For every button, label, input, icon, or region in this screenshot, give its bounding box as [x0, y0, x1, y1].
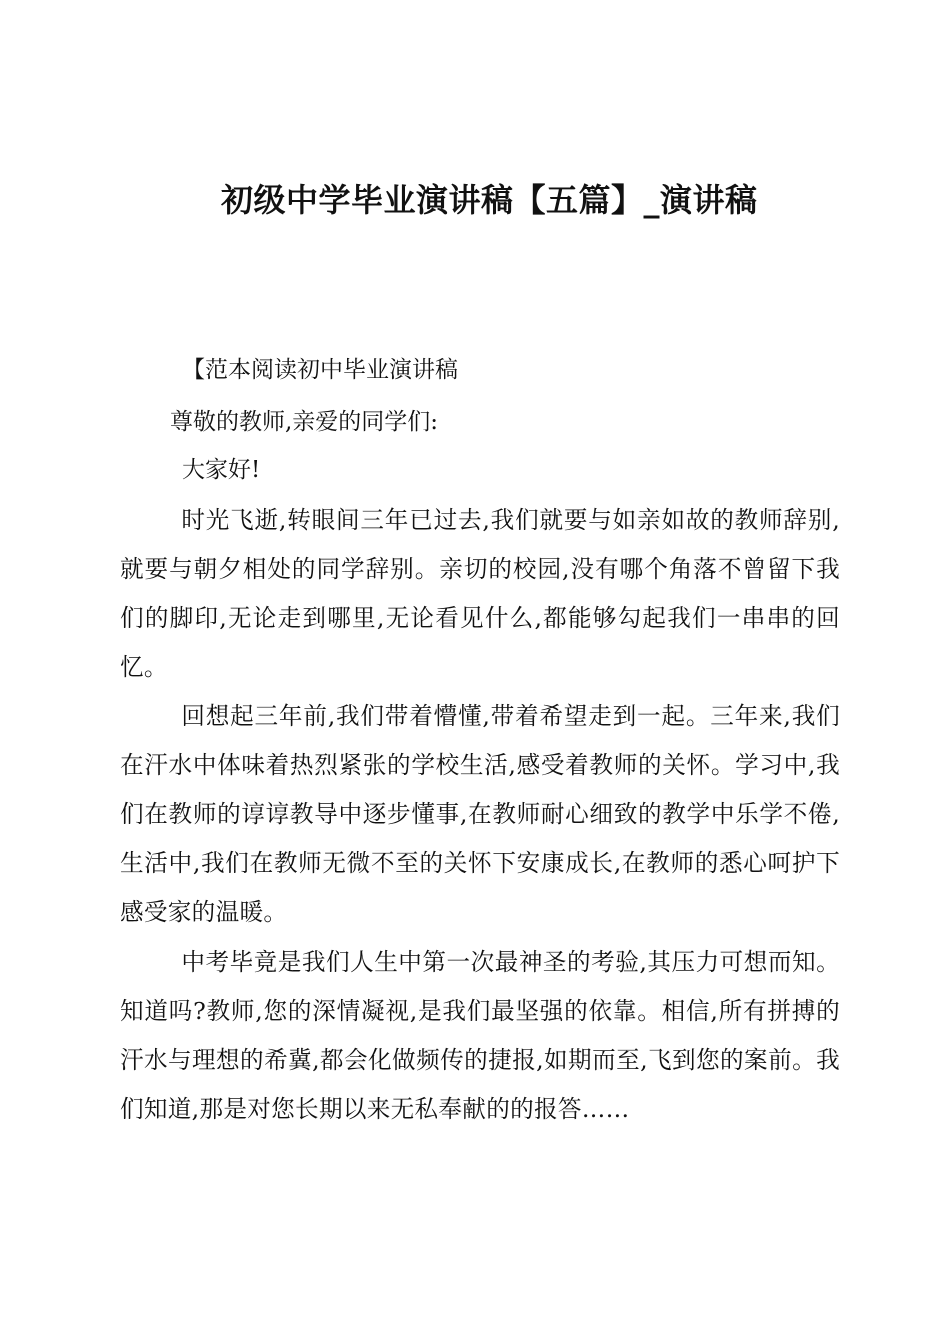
paragraph-2: 回想起三年前,我们带着懵懂,带着希望走到一起。三年来,我们在汗水中体味着热烈紧张的学校生活,感受着教师的关怀。学习中,我们在教师的谆谆教导中逐步懂事,在教师耐心细致的教学中乐学不倦,生活中,我们在教师无微不至的关怀下安康成长,在教师的悉心呵护下感受家的温暖。 — [120, 702, 840, 926]
document-title: 初级中学毕业演讲稿【五篇】_演讲稿 — [221, 181, 758, 219]
intro-line: 【范本阅读初中毕业演讲稿 — [182, 357, 458, 383]
paragraph-1: 时光飞逝,转眼间三年已过去,我们就要与如亲如故的教师辞别,就要与朝夕相处的同学辞别。亲切的校园,没有哪个角落不曾留下我们的脚印,无论走到哪里,无论看见什么,都能够勾起我们一串串的回忆。 — [120, 506, 840, 681]
paragraph-3: 中考毕竟是我们人生中第一次最神圣的考验,其压力可想而知。知道吗?教师,您的深情凝视,是我们最坚强的依靠。相信,所有拼搏的汗水与理想的希冀,都会化做频传的捷报,如期而至,飞到您的案前。我们知道,那是对您长期以来无私奉献的的报答…… — [120, 948, 840, 1123]
salutation: 尊敬的教师,亲爱的同学们: — [170, 409, 439, 435]
greeting: 大家好! — [182, 457, 261, 483]
